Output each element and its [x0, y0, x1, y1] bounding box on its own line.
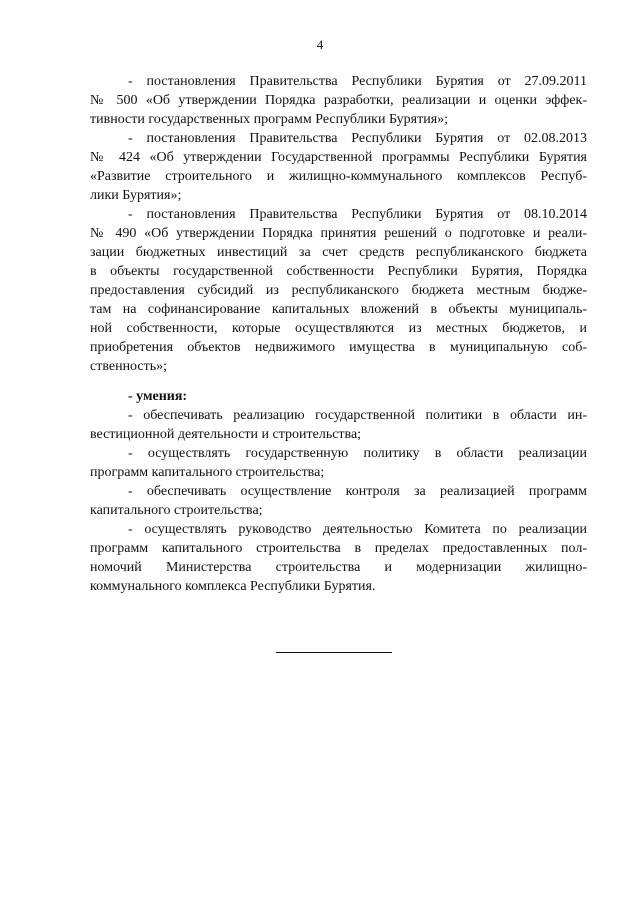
text-line: - обеспечивать осуществление контроля за реализацией программ: [128, 484, 587, 499]
text-line: программ капитального строительства в пределах предоставленных пол-: [90, 541, 587, 556]
text-line: - постановления Правительства Республики Бурятия от 02.08.2013: [128, 131, 587, 146]
text-line: программ капитального строительства;: [90, 465, 325, 480]
text-line: предоставления субсидий из республиканского бюджета местным бюдже-: [90, 283, 587, 298]
text-line: там на софинансирование капитальных вложений в объекты муниципаль-: [90, 302, 587, 317]
text-line: тивности государственных программ Республики Бурятия»;: [90, 112, 449, 127]
skill-item-1: [90, 406, 587, 444]
text-line: в объекты государственной собственности Республики Бурятия, Порядка: [90, 264, 587, 279]
text-line: номочий Министерства строительства и модернизации жилищно-: [90, 560, 587, 575]
text-line: ственность»;: [90, 359, 168, 374]
text-line: зации бюджетных инвестиций за счет средств республиканского бюджета: [90, 245, 587, 260]
section-spacer: [90, 376, 587, 387]
skill-item-3: [90, 482, 587, 520]
text-line: коммунального комплекса Республики Бурятия.: [90, 579, 376, 594]
text-line: «Развитие строительного и жилищно-коммунального комплексов Респуб-: [90, 169, 587, 184]
text-line: - осуществлять руководство деятельностью Комитета по реализации: [128, 522, 587, 537]
text-line: № 490 «Об утверждении Порядка принятия решений о подготовке и реали-: [90, 226, 587, 241]
text-line: лики Бурятия»;: [90, 188, 182, 203]
closing-divider-line: [276, 652, 392, 653]
skill-item-4: [90, 520, 587, 596]
regulation-paragraph-1: [90, 72, 587, 129]
text-line: вестиционной деятельности и строительства;: [90, 427, 362, 442]
text-line: - постановления Правительства Республики Бурятия от 27.09.2011: [128, 74, 587, 89]
text-line: - обеспечивать реализацию государственной политики в области ин-: [128, 408, 587, 423]
skills-heading: - умения:: [128, 389, 188, 404]
document-body: [90, 72, 587, 596]
text-line: № 424 «Об утверждении Государственной программы Республики Бурятия: [90, 150, 587, 165]
text-line: - постановления Правительства Республики Бурятия от 08.10.2014: [128, 207, 587, 222]
page-number: 4: [316, 37, 324, 52]
skill-item-2: [90, 444, 587, 482]
text-line: № 500 «Об утверждении Порядка разработки, реализации и оценки эффек-: [90, 93, 587, 108]
text-line: ной собственности, которые осуществляются из местных бюджетов, и: [90, 321, 587, 336]
text-line: - осуществлять государственную политику в области реализации: [128, 446, 587, 461]
text-line: капитального строительства;: [90, 503, 263, 518]
regulation-paragraph-2: [90, 129, 587, 205]
text-line: приобретения объектов недвижимого имущества в муниципальную соб-: [90, 340, 587, 355]
regulation-paragraph-3: [90, 205, 587, 376]
